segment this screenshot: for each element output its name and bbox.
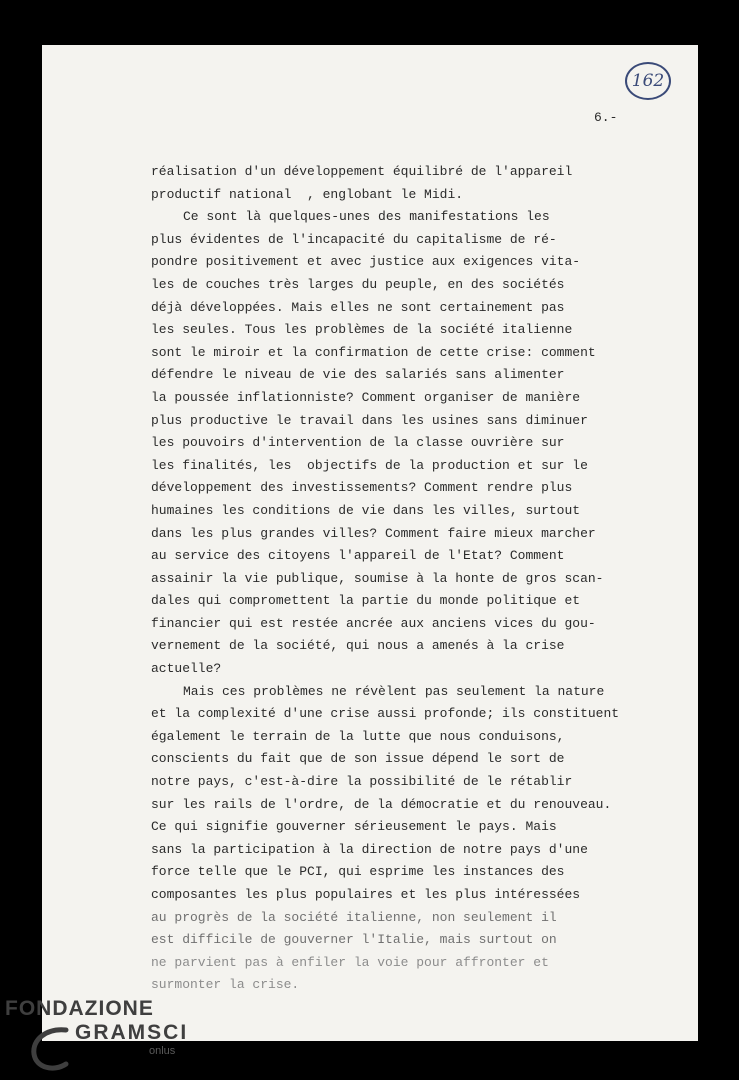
text-line: pondre positivement et avec justice aux exigences vita- [151,254,581,270]
text-line: les pouvoirs d'intervention de la classe ouvrière sur [151,435,565,451]
text-line: Mais ces problèmes ne révèlent pas seulement la nature [183,683,605,699]
text-line: au progrès de la société italienne, non seulement il [151,909,557,925]
text-line: dans les plus grandes villes? Comment faire mieux marcher [151,525,596,541]
text-line: développement des investissements? Comment rendre plus [151,480,573,496]
text-line: réalisation d'un développement équilibré de l'appareil [151,164,573,179]
text-line: plus productive le travail dans les usines sans diminuer [151,412,588,428]
text-line: les de couches très larges du peuple, en des sociétés [151,276,565,292]
archive-stamp: 162 [625,62,671,100]
text-line: force telle que le PCI, qui esprime les instances des [151,864,565,880]
page-number: 6.- [594,110,618,125]
text-line: notre pays, c'est-à-dire la possibilité de le rétablir [151,774,573,790]
text-line: Ce qui signifie gouverner sérieusement le pays. Mais [151,819,557,835]
text-line: assainir la vie publique, soumise à la honte de gros scan- [151,570,604,586]
watermark-line2: GRAMSCI [75,1021,189,1044]
watermark-swirl-icon [26,1024,86,1076]
text-line: également le terrain de la lutte que nous conduisons, [151,728,565,744]
watermark-line3: onlus [149,1045,176,1057]
text-line: composantes les plus populaires et les plus intéressées [151,887,581,902]
text-line: la poussée inflationniste? Comment organiser de manière [151,389,581,405]
text-line: est difficile de gouverner l'Italie, mais surtout on [151,932,557,948]
text-line: actuelle? [151,661,222,677]
text-line: humaines les conditions de vie dans les villes, surtout [151,502,581,518]
text-line: dales qui compromettent la partie du monde politique et [151,593,581,609]
text-line: surmonter la crise. [151,977,300,993]
text-line: financier qui est restée ancrée aux anciens vices du gou- [151,615,596,631]
text-line: plus évidentes de l'incapacité du capitalisme de ré- [151,231,557,247]
text-line: et la complexité d'une crise aussi profonde; ils constituent [151,706,620,722]
body-text [151,161,641,997]
text-line: ne parvient pas à enfiler la voie pour affronter et [151,954,549,970]
text-line: sans la participation à la direction de notre pays d'une [151,841,588,857]
text-line: vernement de la société, qui nous a amenés à la crise [151,638,565,654]
text-line: les seules. Tous les problèmes de la société italienne [151,322,573,338]
text-line: sont le miroir et la confirmation de cette crise: comment [151,344,596,360]
document-page [42,45,698,1041]
watermark-line1: FONDAZIONE [5,997,154,1020]
text-line: les finalités, les objectifs de la production et sur le [151,457,588,473]
text-line: sur les rails de l'ordre, de la démocratie et du renouveau. [151,796,612,812]
text-line: conscients du fait que de son issue dépend le sort de [151,751,565,767]
text-line: défendre le niveau de vie des salariés sans alimenter [151,367,565,383]
text-line: productif national , englobant le Midi. [151,186,464,202]
text-line: déjà développées. Mais elles ne sont certainement pas [151,299,565,315]
text-line: Ce sont là quelques-unes des manifestations les [183,209,550,225]
text-line: au service des citoyens l'appareil de l'Etat? Comment [151,548,565,564]
